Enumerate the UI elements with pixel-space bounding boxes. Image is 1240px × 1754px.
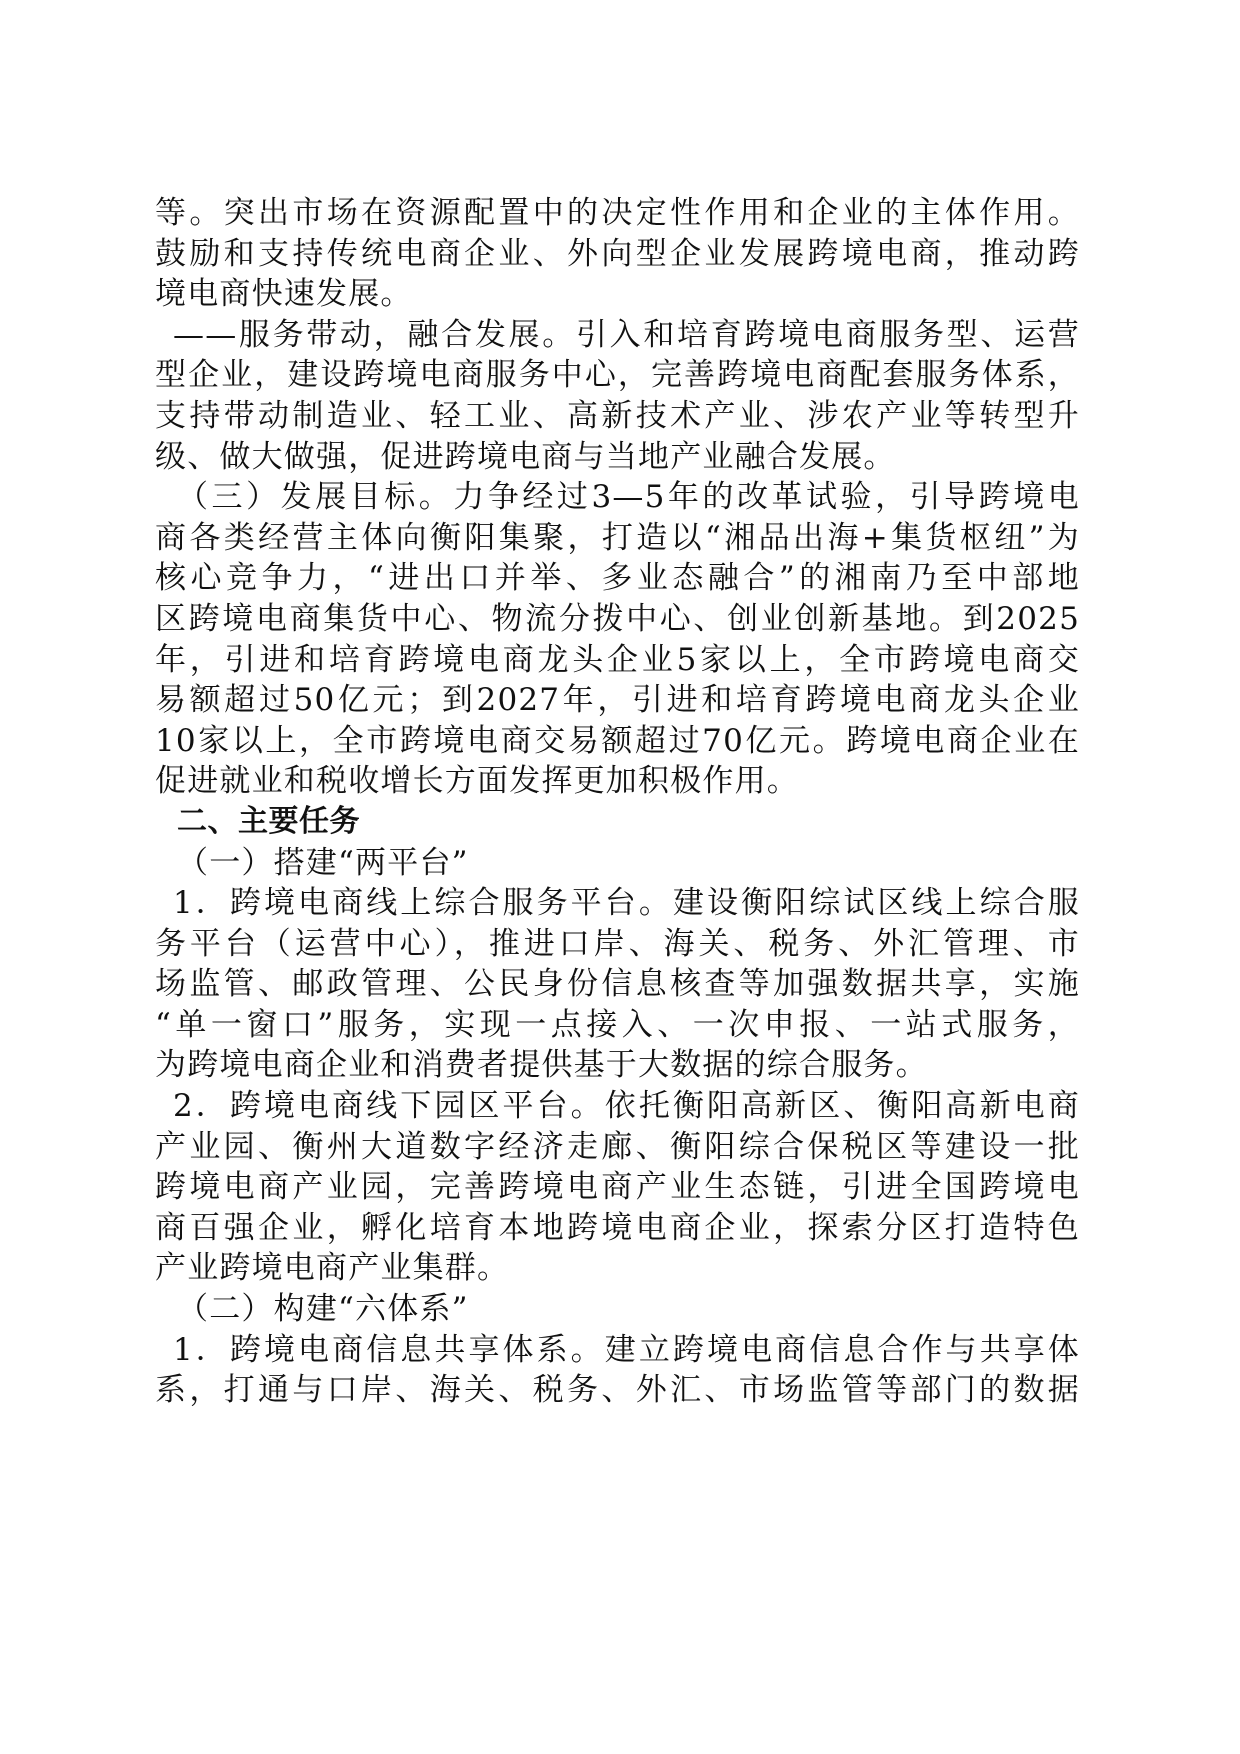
section-heading: 二、主要任务 — [177, 803, 360, 839]
text-line: 务平台（运营中心），推进口岸、海关、税务、外汇管理、市 — [155, 925, 1080, 962]
text-line: 1．跨境电商信息共享体系。建立跨境电商信息合作与共享体 — [173, 1331, 1080, 1368]
text-line: 2．跨境电商线下园区平台。依托衡阳高新区、衡阳高新电商 — [173, 1088, 1080, 1125]
document-body — [155, 193, 1080, 1411]
text-line: 境电商快速发展。 — [155, 276, 413, 313]
text-line: 易额超过50亿元；到2027年，引进和培育跨境电商龙头企业 — [155, 682, 1080, 719]
text-line: 场监管、邮政管理、公民身份信息核查等加强数据共享，实施 — [155, 966, 1080, 1003]
text-line: “单一窗口”服务，实现一点接入、一次申报、一站式服务， — [155, 1006, 1080, 1043]
text-line: 促进就业和税收增长方面发挥更加积极作用。 — [155, 763, 799, 800]
text-line: 产业园、衡州大道数字经济走廊、衡阳综合保税区等建设一批 — [155, 1128, 1080, 1165]
subsection-heading: （一）搭建“两平台” — [177, 844, 469, 881]
text-line: （三）发展目标。力争经过3—5年的改革试验，引导跨境电 — [177, 479, 1080, 516]
text-line: 区跨境电商集货中心、物流分拨中心、创业创新基地。到2025 — [155, 600, 1080, 637]
text-line: 为跨境电商企业和消费者提供基于大数据的综合服务。 — [155, 1047, 928, 1084]
subsection-heading: （二）构建“六体系” — [177, 1291, 469, 1328]
text-line: 系，打通与口岸、海关、税务、外汇、市场监管等部门的数据 — [155, 1372, 1080, 1409]
text-line: 年，引进和培育跨境电商龙头企业5家以上，全市跨境电商交 — [155, 641, 1080, 678]
text-line: 商百强企业，孵化培育本地跨境电商企业，探索分区打造特色 — [155, 1209, 1080, 1246]
text-line: ——服务带动，融合发展。引入和培育跨境电商服务型、运营 — [173, 316, 1080, 353]
text-line: 10家以上，全市跨境电商交易额超过70亿元。跨境电商企业在 — [155, 722, 1080, 759]
text-line: 支持带动制造业、轻工业、高新技术产业、涉农产业等转型升 — [155, 397, 1080, 434]
text-line: 级、做大做强，促进跨境电商与当地产业融合发展。 — [155, 438, 896, 475]
text-line: 产业跨境电商产业集群。 — [155, 1250, 510, 1287]
text-line: 核心竞争力，“进出口并举、多业态融合”的湘南乃至中部地 — [155, 560, 1080, 597]
text-line: 商各类经营主体向衡阳集聚，打造以“湘品出海+集货枢纽”为 — [155, 519, 1080, 556]
text-line: 等。突出市场在资源配置中的决定性作用和企业的主体作用。 — [155, 195, 1080, 231]
text-line: 鼓励和支持传统电商企业、外向型企业发展跨境电商，推动跨 — [155, 235, 1080, 272]
text-line: 型企业，建设跨境电商服务中心，完善跨境电商配套服务体系， — [155, 357, 1080, 394]
text-line: 1．跨境电商线上综合服务平台。建设衡阳综试区线上综合服 — [173, 885, 1080, 922]
text-line: 跨境电商产业园，完善跨境电商产业生态链，引进全国跨境电 — [155, 1169, 1080, 1206]
